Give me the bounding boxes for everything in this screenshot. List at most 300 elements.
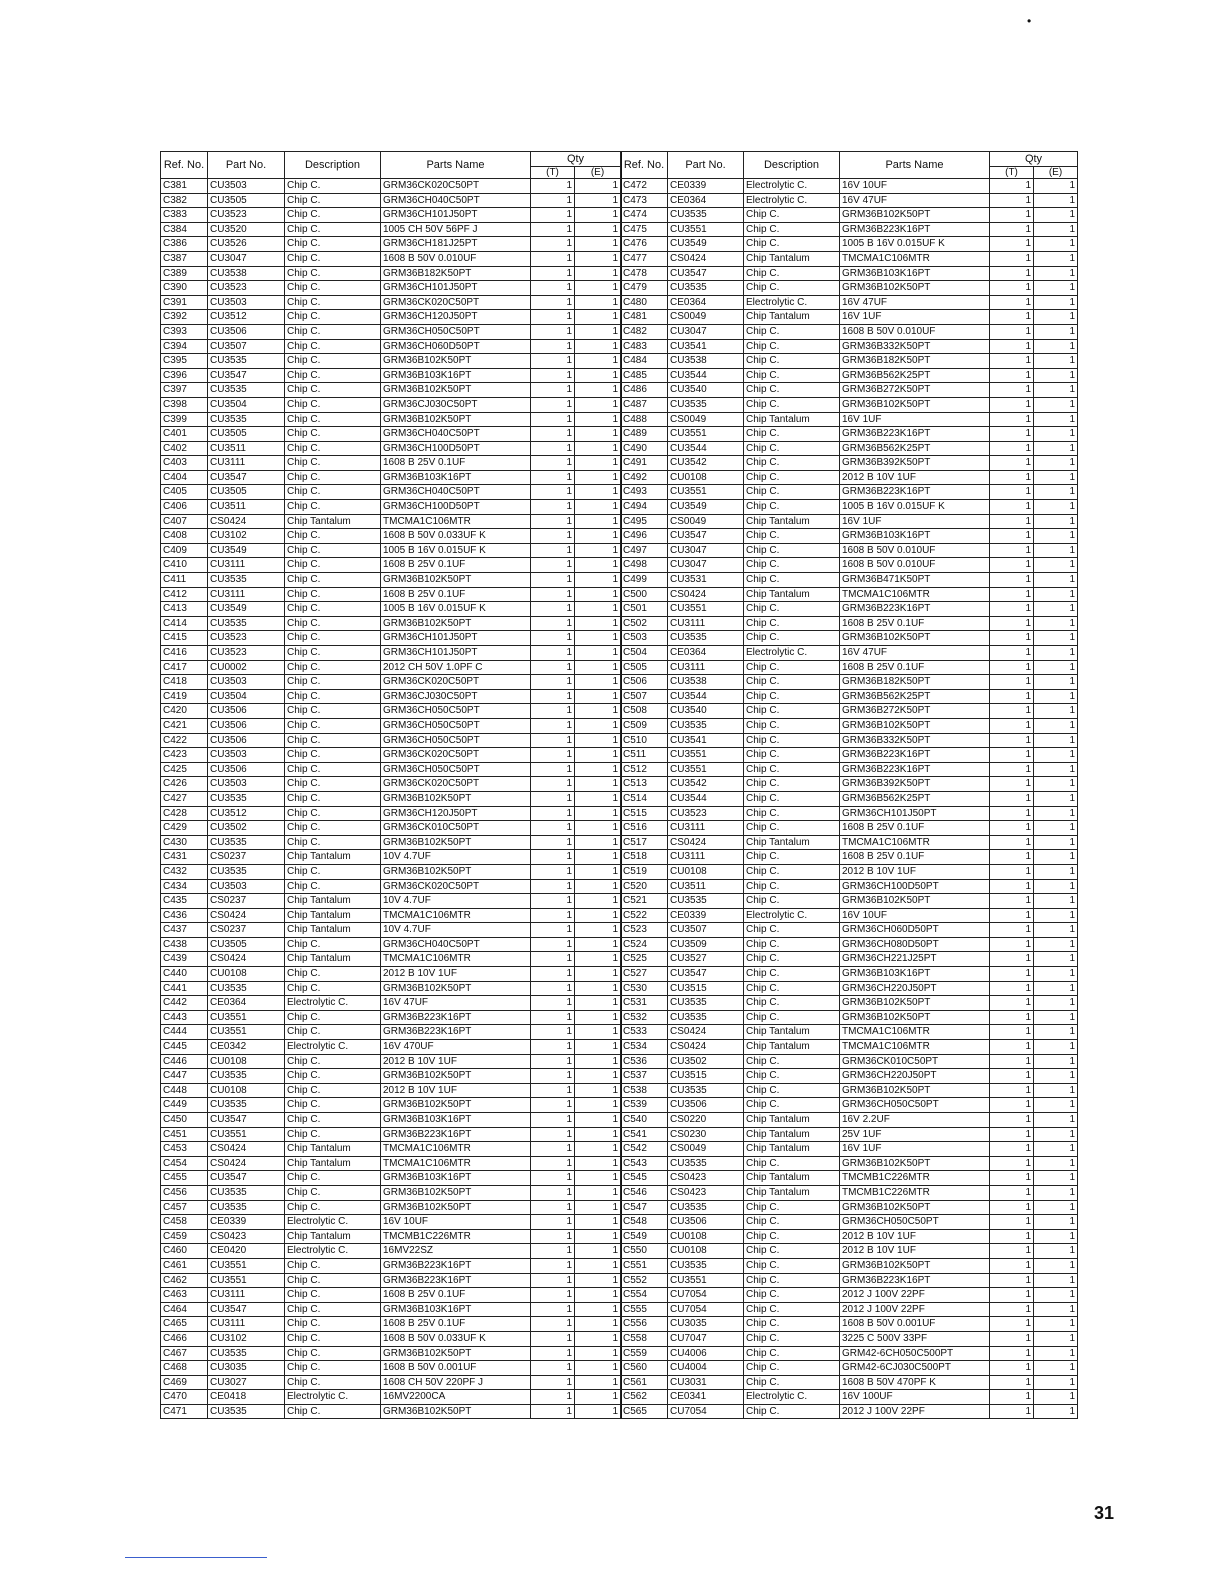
part-no-cell: CU3507 [668, 923, 744, 938]
qty-e-cell: 1 [1034, 1302, 1078, 1317]
description-cell: Chip C. [744, 368, 840, 383]
ref-no-cell: C549 [621, 1229, 668, 1244]
ref-no-cell: C505 [621, 660, 668, 675]
qty-e-cell: 1 [1034, 266, 1078, 281]
ref-no-cell: C494 [621, 500, 668, 515]
part-no-cell: CU3511 [668, 879, 744, 894]
qty-e-cell: 1 [575, 1331, 621, 1346]
table-row [161, 1069, 621, 1084]
qty-e-cell: 1 [1034, 1346, 1078, 1361]
description-cell: Chip C. [744, 850, 840, 865]
part-no-cell: CU3504 [208, 397, 285, 412]
qty-e-cell: 1 [575, 1025, 621, 1040]
qty-e-cell: 1 [575, 1010, 621, 1025]
part-no-cell: CU3515 [668, 981, 744, 996]
qty-e-cell: 1 [575, 1317, 621, 1332]
qty-e-cell: 1 [575, 1288, 621, 1303]
description-cell: Chip C. [744, 427, 840, 442]
table-row [621, 1142, 1078, 1157]
qty-e-cell: 1 [1034, 529, 1078, 544]
table-row [621, 1375, 1078, 1390]
part-no-cell: CE0339 [668, 179, 744, 194]
table-row [161, 1083, 621, 1098]
qty-t-cell: 1 [531, 646, 575, 661]
description-cell: Chip C. [285, 1185, 381, 1200]
parts-name-cell: GRM36B102K50PT [840, 1156, 990, 1171]
description-cell: Chip Tantalum [285, 1156, 381, 1171]
qty-t-cell: 1 [531, 427, 575, 442]
part-no-cell: CU3535 [668, 631, 744, 646]
qty-e-cell: 1 [1034, 179, 1078, 194]
qty-e-cell: 1 [575, 660, 621, 675]
part-no-cell: CU3035 [668, 1317, 744, 1332]
description-cell: Chip C. [744, 718, 840, 733]
part-no-cell: CU3512 [208, 310, 285, 325]
table-row [161, 324, 621, 339]
parts-name-cell: GRM36CH100D50PT [381, 441, 531, 456]
parts-name-cell: GRM36CH080D50PT [840, 937, 990, 952]
qty-t-cell: 1 [990, 996, 1034, 1011]
qty-e-cell: 1 [575, 937, 621, 952]
description-cell: Electrolytic C. [285, 996, 381, 1011]
qty-t-cell: 1 [531, 1069, 575, 1084]
qty-t-cell: 1 [531, 237, 575, 252]
header-qty-e: (E) [1034, 167, 1078, 179]
parts-name-cell: 16V 47UF [840, 295, 990, 310]
table-row [161, 573, 621, 588]
ref-no-cell: C551 [621, 1258, 668, 1273]
description-cell: Electrolytic C. [744, 1390, 840, 1405]
ref-no-cell: C470 [161, 1390, 208, 1405]
description-cell: Chip C. [285, 675, 381, 690]
parts-name-cell: GRM36B102K50PT [381, 354, 531, 369]
qty-t-cell: 1 [990, 441, 1034, 456]
table-row [621, 193, 1078, 208]
part-no-cell: CU3549 [208, 543, 285, 558]
table-row [161, 1317, 621, 1332]
table-row [161, 1200, 621, 1215]
description-cell: Chip C. [285, 1098, 381, 1113]
table-row [161, 1171, 621, 1186]
parts-name-cell: GRM36B223K16PT [381, 1273, 531, 1288]
qty-e-cell: 1 [1034, 1054, 1078, 1069]
parts-table-right [620, 151, 1077, 1419]
description-cell: Chip Tantalum [744, 1113, 840, 1128]
qty-t-cell: 1 [531, 1025, 575, 1040]
ref-no-cell: C485 [621, 368, 668, 383]
table-row [161, 1025, 621, 1040]
qty-e-cell: 1 [1034, 500, 1078, 515]
ref-no-cell: C476 [621, 237, 668, 252]
part-no-cell: CU0002 [208, 660, 285, 675]
parts-name-cell: GRM36B102K50PT [840, 397, 990, 412]
ref-no-cell: C483 [621, 339, 668, 354]
parts-name-cell: 2012 B 10V 1UF [840, 864, 990, 879]
parts-name-cell: 16V 10UF [381, 1215, 531, 1230]
table-row [621, 281, 1078, 296]
part-no-cell: CU7054 [668, 1302, 744, 1317]
description-cell: Chip C. [285, 470, 381, 485]
ref-no-cell: C440 [161, 967, 208, 982]
table-row [161, 354, 621, 369]
header-qty-t: (T) [531, 167, 575, 179]
ref-no-cell: C394 [161, 339, 208, 354]
qty-t-cell: 1 [531, 587, 575, 602]
qty-t-cell: 1 [531, 952, 575, 967]
table-row [161, 1142, 621, 1157]
ref-no-cell: C507 [621, 689, 668, 704]
table-row [621, 675, 1078, 690]
qty-t-cell: 1 [990, 718, 1034, 733]
table-row [621, 821, 1078, 836]
ref-no-cell: C500 [621, 587, 668, 602]
qty-e-cell: 1 [1034, 718, 1078, 733]
table-row [621, 251, 1078, 266]
qty-e-cell: 1 [1034, 864, 1078, 879]
part-no-cell: CU3535 [668, 1258, 744, 1273]
description-cell: Chip Tantalum [285, 514, 381, 529]
table-row [621, 485, 1078, 500]
ref-no-cell: C552 [621, 1273, 668, 1288]
parts-name-cell: 16MV22SZ [381, 1244, 531, 1259]
description-cell: Electrolytic C. [744, 179, 840, 194]
description-cell: Chip C. [285, 937, 381, 952]
qty-t-cell: 1 [990, 1098, 1034, 1113]
parts-name-cell: 1608 B 25V 0.1UF [381, 587, 531, 602]
part-no-cell: CU3535 [208, 835, 285, 850]
ref-no-cell: C435 [161, 894, 208, 909]
part-no-cell: CU3511 [208, 500, 285, 515]
description-cell: Chip C. [744, 222, 840, 237]
description-cell: Chip C. [744, 748, 840, 763]
table-row [621, 1171, 1078, 1186]
ref-no-cell: C407 [161, 514, 208, 529]
qty-t-cell: 1 [531, 762, 575, 777]
parts-name-cell: GRM36B182K50PT [840, 354, 990, 369]
table-row [161, 295, 621, 310]
ref-no-cell: C504 [621, 646, 668, 661]
parts-name-cell: GRM36CJ030C50PT [381, 397, 531, 412]
table-row [621, 616, 1078, 631]
part-no-cell: CU3503 [208, 879, 285, 894]
parts-name-cell: 1608 B 50V 0.001UF [381, 1361, 531, 1376]
ref-no-cell: C398 [161, 397, 208, 412]
qty-t-cell: 1 [990, 689, 1034, 704]
parts-name-cell: GRM36CH040C50PT [381, 427, 531, 442]
qty-e-cell: 1 [1034, 193, 1078, 208]
part-no-cell: CU4004 [668, 1361, 744, 1376]
qty-t-cell: 1 [990, 762, 1034, 777]
parts-name-cell: GRM36B102K50PT [840, 894, 990, 909]
part-no-cell: CU4006 [668, 1346, 744, 1361]
qty-t-cell: 1 [531, 981, 575, 996]
qty-e-cell: 1 [1034, 631, 1078, 646]
parts-name-cell: GRM36B102K50PT [381, 1069, 531, 1084]
description-cell: Chip C. [285, 1113, 381, 1128]
table-row [621, 1025, 1078, 1040]
part-no-cell: CU0108 [668, 1244, 744, 1259]
table-row [621, 500, 1078, 515]
parts-name-cell: GRM36CH181J25PT [381, 237, 531, 252]
qty-t-cell: 1 [531, 996, 575, 1011]
description-cell: Chip C. [744, 441, 840, 456]
header-parts-name: Parts Name [381, 152, 531, 179]
qty-e-cell: 1 [1034, 1171, 1078, 1186]
table-row [621, 354, 1078, 369]
parts-name-cell: GRM36CK020C50PT [381, 675, 531, 690]
qty-e-cell: 1 [1034, 397, 1078, 412]
table-row [161, 383, 621, 398]
ref-no-cell: C441 [161, 981, 208, 996]
part-no-cell: CU3503 [208, 295, 285, 310]
description-cell: Chip C. [744, 806, 840, 821]
table-row [621, 1010, 1078, 1025]
ref-no-cell: C399 [161, 412, 208, 427]
table-row [621, 237, 1078, 252]
qty-e-cell: 1 [575, 179, 621, 194]
qty-e-cell: 1 [575, 718, 621, 733]
qty-t-cell: 1 [990, 1273, 1034, 1288]
part-no-cell: CU3547 [208, 1113, 285, 1128]
qty-e-cell: 1 [575, 397, 621, 412]
description-cell: Chip C. [744, 1317, 840, 1332]
table-row [161, 310, 621, 325]
description-cell: Chip C. [285, 222, 381, 237]
qty-e-cell: 1 [575, 529, 621, 544]
qty-t-cell: 1 [990, 397, 1034, 412]
table-row [621, 339, 1078, 354]
table-row [621, 1054, 1078, 1069]
part-no-cell: CU3535 [668, 281, 744, 296]
description-cell: Chip C. [285, 295, 381, 310]
description-cell: Chip C. [285, 266, 381, 281]
qty-e-cell: 1 [1034, 1083, 1078, 1098]
parts-name-cell: GRM36B562K25PT [840, 689, 990, 704]
description-cell: Chip Tantalum [285, 923, 381, 938]
parts-name-cell: GRM36B103K16PT [840, 266, 990, 281]
part-no-cell: CU0108 [668, 1229, 744, 1244]
qty-t-cell: 1 [990, 850, 1034, 865]
ref-no-cell: C525 [621, 952, 668, 967]
table-row [621, 1317, 1078, 1332]
parts-name-cell: GRM36B223K16PT [381, 1025, 531, 1040]
qty-e-cell: 1 [1034, 762, 1078, 777]
part-no-cell: CU3506 [668, 1098, 744, 1113]
parts-name-cell: GRM36CH100D50PT [381, 500, 531, 515]
qty-t-cell: 1 [531, 441, 575, 456]
parts-name-cell: GRM36CH101J50PT [381, 208, 531, 223]
qty-t-cell: 1 [990, 1010, 1034, 1025]
table-row [621, 1331, 1078, 1346]
header-part-no: Part No. [208, 152, 285, 179]
description-cell: Chip C. [744, 616, 840, 631]
parts-name-cell: GRM36B103K16PT [381, 368, 531, 383]
description-cell: Chip C. [285, 967, 381, 982]
description-cell: Chip C. [285, 602, 381, 617]
table-row [161, 1229, 621, 1244]
description-cell: Chip C. [744, 1098, 840, 1113]
qty-t-cell: 1 [531, 864, 575, 879]
qty-t-cell: 1 [990, 427, 1034, 442]
qty-t-cell: 1 [990, 412, 1034, 427]
parts-name-cell: 1608 B 25V 0.1UF [840, 616, 990, 631]
qty-t-cell: 1 [990, 193, 1034, 208]
table-row [161, 1010, 621, 1025]
qty-e-cell: 1 [575, 1404, 621, 1419]
table-row [621, 470, 1078, 485]
parts-name-cell: GRM36B102K50PT [381, 1200, 531, 1215]
qty-e-cell: 1 [1034, 733, 1078, 748]
qty-e-cell: 1 [575, 1142, 621, 1157]
qty-t-cell: 1 [531, 281, 575, 296]
parts-name-cell: 16V 47UF [840, 646, 990, 661]
ref-no-cell: C491 [621, 456, 668, 471]
qty-e-cell: 1 [1034, 514, 1078, 529]
parts-name-cell: TMCMA1C106MTR [381, 514, 531, 529]
qty-t-cell: 1 [531, 1127, 575, 1142]
table-row [621, 514, 1078, 529]
description-cell: Chip C. [744, 821, 840, 836]
ref-no-cell: C547 [621, 1200, 668, 1215]
ref-no-cell: C465 [161, 1317, 208, 1332]
parts-name-cell: GRM36B182K50PT [840, 675, 990, 690]
parts-name-cell: GRM36B562K25PT [840, 791, 990, 806]
qty-t-cell: 1 [531, 1404, 575, 1419]
part-no-cell: CU0108 [668, 864, 744, 879]
table-row [161, 397, 621, 412]
parts-name-cell: 2012 B 10V 1UF [840, 1229, 990, 1244]
parts-name-cell: GRM36CH050C50PT [381, 762, 531, 777]
part-no-cell: CU3111 [208, 456, 285, 471]
qty-e-cell: 1 [1034, 412, 1078, 427]
qty-t-cell: 1 [990, 573, 1034, 588]
description-cell: Chip C. [744, 894, 840, 909]
description-cell: Chip C. [285, 543, 381, 558]
qty-e-cell: 1 [575, 1390, 621, 1405]
table-row [161, 587, 621, 602]
part-no-cell: CS0049 [668, 1142, 744, 1157]
qty-t-cell: 1 [531, 850, 575, 865]
parts-name-cell: GRM36CH120J50PT [381, 806, 531, 821]
qty-t-cell: 1 [990, 908, 1034, 923]
qty-e-cell: 1 [1034, 208, 1078, 223]
qty-e-cell: 1 [1034, 1317, 1078, 1332]
table-row [161, 981, 621, 996]
parts-name-cell: GRM36B223K16PT [840, 427, 990, 442]
table-row [161, 1258, 621, 1273]
ref-no-cell: C431 [161, 850, 208, 865]
qty-e-cell: 1 [575, 1185, 621, 1200]
parts-name-cell: 1608 B 50V 0.033UF K [381, 1331, 531, 1346]
ref-no-cell: C386 [161, 237, 208, 252]
ref-no-cell: C430 [161, 835, 208, 850]
qty-e-cell: 1 [1034, 689, 1078, 704]
qty-t-cell: 1 [531, 1054, 575, 1069]
part-no-cell: CU3523 [208, 631, 285, 646]
ref-no-cell: C434 [161, 879, 208, 894]
qty-t-cell: 1 [990, 587, 1034, 602]
ref-no-cell: C389 [161, 266, 208, 281]
ref-no-cell: C560 [621, 1361, 668, 1376]
qty-t-cell: 1 [531, 324, 575, 339]
table-row [161, 996, 621, 1011]
table-row [161, 368, 621, 383]
parts-name-cell: GRM36CK020C50PT [381, 179, 531, 194]
qty-t-cell: 1 [990, 1375, 1034, 1390]
description-cell: Chip C. [285, 1346, 381, 1361]
parts-name-cell: 2012 J 100V 22PF [840, 1288, 990, 1303]
table-row [161, 529, 621, 544]
ref-no-cell: C472 [621, 179, 668, 194]
qty-e-cell: 1 [575, 208, 621, 223]
qty-e-cell: 1 [1034, 967, 1078, 982]
ref-no-cell: C520 [621, 879, 668, 894]
ref-no-cell: C418 [161, 675, 208, 690]
table-row [621, 660, 1078, 675]
table-row [161, 748, 621, 763]
qty-t-cell: 1 [531, 208, 575, 223]
table-row [161, 1390, 621, 1405]
ref-no-cell: C515 [621, 806, 668, 821]
ref-no-cell: C402 [161, 441, 208, 456]
ref-no-cell: C480 [621, 295, 668, 310]
ref-no-cell: C409 [161, 543, 208, 558]
qty-t-cell: 1 [531, 777, 575, 792]
table-row [161, 704, 621, 719]
qty-t-cell: 1 [990, 1083, 1034, 1098]
qty-e-cell: 1 [1034, 981, 1078, 996]
qty-e-cell: 1 [1034, 908, 1078, 923]
qty-t-cell: 1 [531, 835, 575, 850]
description-cell: Chip C. [285, 777, 381, 792]
description-cell: Chip C. [285, 208, 381, 223]
part-no-cell: CU3027 [208, 1375, 285, 1390]
qty-t-cell: 1 [531, 1156, 575, 1171]
table-row [621, 383, 1078, 398]
table-row [161, 616, 621, 631]
description-cell: Chip C. [285, 1010, 381, 1025]
part-no-cell: CU7054 [668, 1288, 744, 1303]
qty-t-cell: 1 [990, 179, 1034, 194]
table-row [161, 441, 621, 456]
part-no-cell: CU3102 [208, 1331, 285, 1346]
parts-name-cell: GRM36CH040C50PT [381, 937, 531, 952]
description-cell: Chip C. [744, 660, 840, 675]
description-cell: Chip C. [285, 733, 381, 748]
qty-e-cell: 1 [1034, 1025, 1078, 1040]
part-no-cell: CE0341 [668, 1390, 744, 1405]
part-no-cell: CU3547 [208, 368, 285, 383]
qty-e-cell: 1 [1034, 748, 1078, 763]
qty-e-cell: 1 [1034, 456, 1078, 471]
qty-t-cell: 1 [990, 295, 1034, 310]
qty-e-cell: 1 [1034, 1069, 1078, 1084]
qty-t-cell: 1 [990, 1317, 1034, 1332]
qty-e-cell: 1 [575, 1215, 621, 1230]
table-row [161, 879, 621, 894]
qty-e-cell: 1 [1034, 1258, 1078, 1273]
qty-e-cell: 1 [1034, 923, 1078, 938]
qty-t-cell: 1 [990, 266, 1034, 281]
part-no-cell: CU3526 [208, 237, 285, 252]
ref-no-cell: C412 [161, 587, 208, 602]
parts-name-cell: GRM36B562K25PT [840, 368, 990, 383]
description-cell: Chip C. [744, 485, 840, 500]
description-cell: Chip C. [285, 1171, 381, 1186]
parts-name-cell: GRM36B102K50PT [840, 1083, 990, 1098]
table-row [621, 368, 1078, 383]
ref-no-cell: C417 [161, 660, 208, 675]
